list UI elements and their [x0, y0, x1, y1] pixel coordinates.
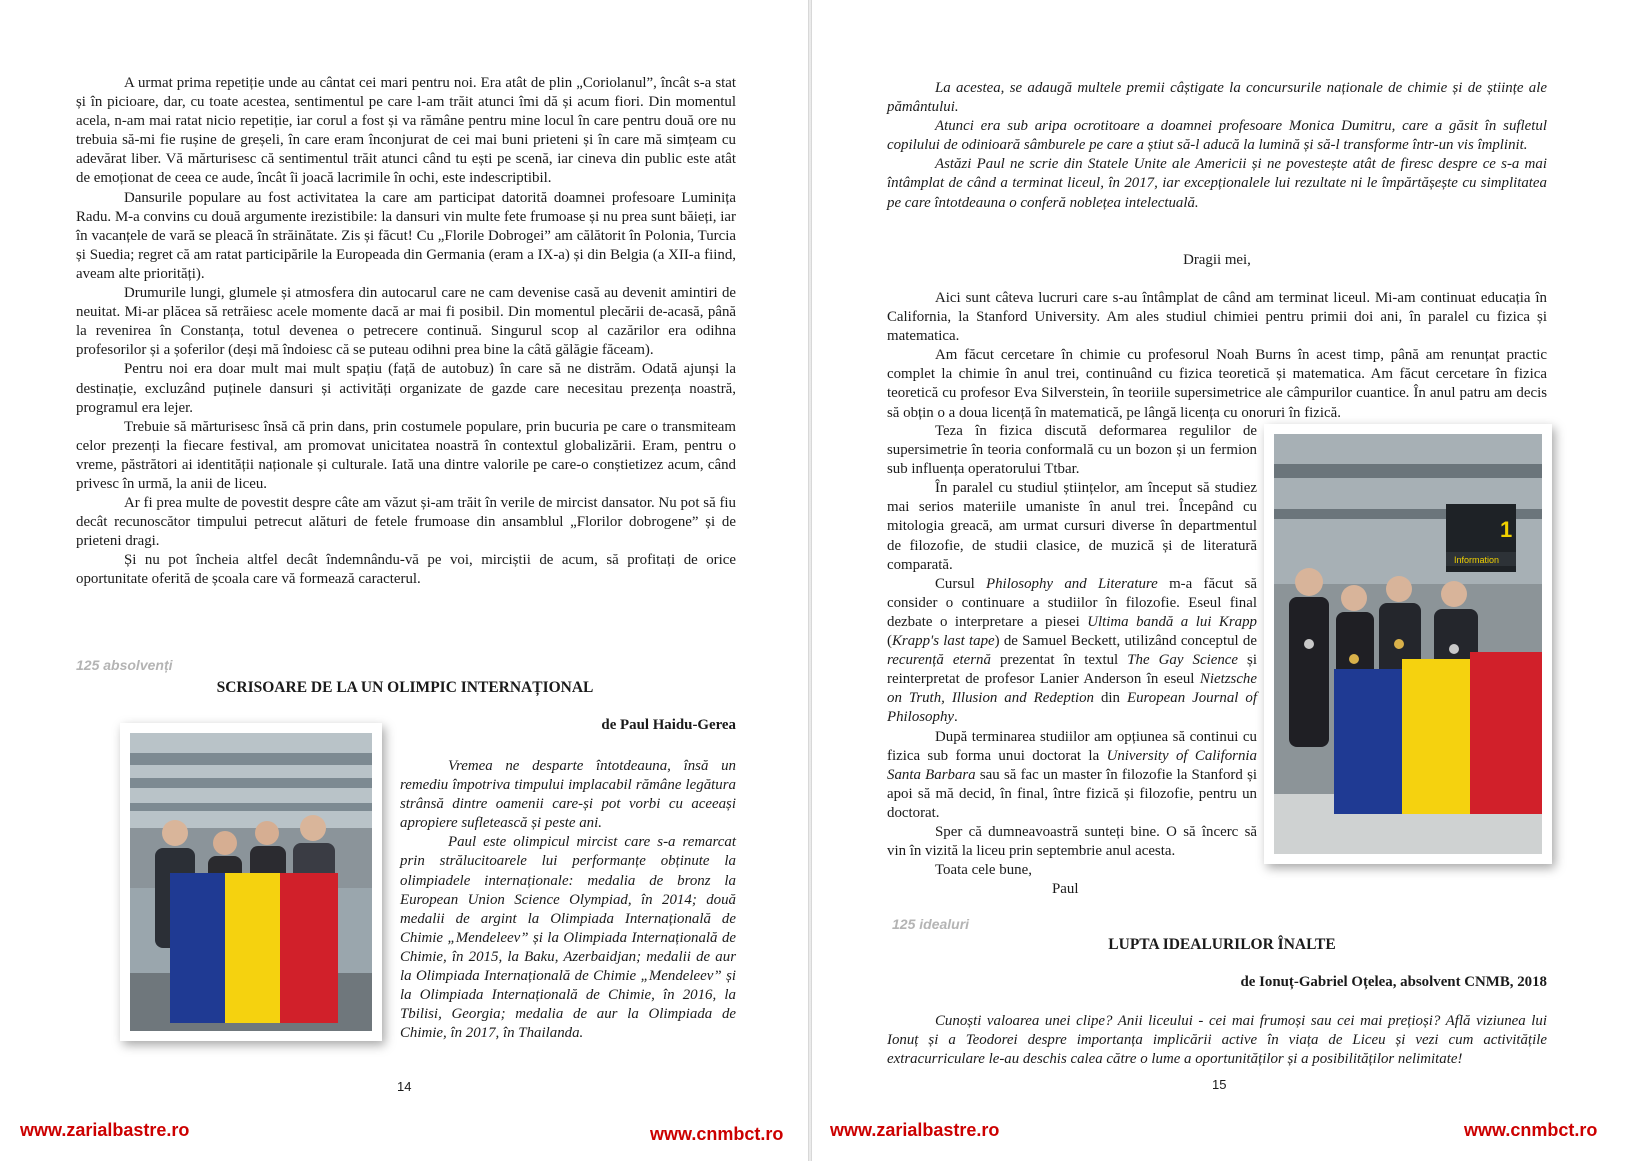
- paragraph: Drumurile lungi, glumele și atmosfera din autocarul care ne cam devenise casă au devenit amintiri de neuitat. Mi-ar plăcea să retrăiesc acele momente dacă ar mai fi posibil. Din momentul plecării de-acasă, până la revenirea în Constanța, totul devenea o petrecere continuă. Singurul scop al cazărilor era odihna profesorilor și a șoferilor (deși mă îndoiesc că se puteau odihni prea bine la câtă gălăgie făceam).: [76, 285, 736, 359]
- section-tag: 125 absolvenți: [76, 657, 173, 673]
- olympiad-team-photo-left: [120, 723, 382, 1041]
- paragraph: Și nu pot încheia altfel decât îndemnându-vă pe voi, mirciștii de acum, să profitați de orice oportunitate oferită de școala care vă formează caracterul.: [76, 552, 736, 588]
- page-number: 14: [397, 1079, 412, 1094]
- intro-paragraph: Paul este olimpicul mircist care s-a remarcat prin strălucitoarele lui performanțe obținute la olimpiadele internaționale: medalia de bronz la European Union Science Olympiad, în 2014; două medalii de argint la Olimpiada Internațională de Chimie „Mendeleev” și la Olimpiada Internațională de Chimie, în 2015, la Baku, Azerbaidjan; medalii de aur la Olimpiada Internațională de Chimie „Mendeleev” și la Olimpiada Internațională de Chimie, în 2016, la Tbilisi, Georgia; medalia de aur la Olimpiada de Chimie, în 2017, în Thailanda.: [400, 834, 736, 1042]
- article-title: LUPTA IDEALURILOR ÎNALTE: [1108, 936, 1336, 953]
- letter-paragraph: După terminarea studiilor am opțiunea să continui cu fizica sub forma unui doctorat la University of California Santa Barbara sau să fac un master în filozofie la Stanford și apoi să mă decid, în final, între fizică și filozofie, pentru un doctorat.: [887, 728, 1257, 821]
- letter-paragraph: În paralel cu studiul științelor, am început să studiez mai serios materiile umaniste în anul trei. Începând cu mitologia greacă, am urmat cursuri diverse în departmentul de filozofie, de studii clasice, de muzică și de literatură comparată.: [887, 480, 1257, 573]
- article-author: de Paul Haidu-Gerea: [601, 717, 736, 733]
- article-author: de Ionuț-Gabriel Oțelea, absolvent CNMB, 2018: [1240, 974, 1547, 990]
- letter-paragraph: Sper că dumneavoastră sunteți bine. O să încerc să vin în vizită la liceu prin septembrie anul acesta.: [887, 823, 1257, 860]
- intro-paragraph: Atunci era sub aripa ocrotitoare a doamnei profesoare Monica Dumitru, care a găsit în sufletul copilului de odinioară sâmburele pe care a știut să-l aducă la lumină și să-l transforme într-un vis împlinit.: [887, 118, 1547, 154]
- right-page: [812, 0, 1629, 1161]
- intro-paragraph: La acestea, se adaugă multele premii câștigate la concursurile naționale de chimie și de științe ale pământului.: [887, 80, 1547, 116]
- paragraph: Dansurile populare au fost activitatea la care am participat datorită doamnei profesoare Luminița Radu. M-a convins cu două argumente irezistibile: la dansuri vin multe fete frumoase și nu prea sunt băieți, iar în vacanțele de vară se pleacă în străinătate. Zis și făcut! Cu „Florile Dobrogei” am călătorit în Polonia, Turcia și Suedia; regret că am ratat participările la Europeada din Germania (eram a IX-a) și din Belgia (a XII-a fiind, aveam alte priorități).: [76, 189, 736, 282]
- letter-text-narrow: [887, 422, 1257, 899]
- right-intro-text: [887, 79, 1547, 213]
- left-page: [0, 0, 808, 1161]
- information-sign: Information: [1454, 555, 1500, 565]
- letter-paragraph: Cursul Philosophy and Literature m-a făcut să consider o continuare a studiilor în filozofie. Eseul final dezbate o interpretare a piesei Ultima bandă a lui Krapp (Krapp's last tape) de Samuel Beckett, utilizând conceptul de recurență eternă prezentat în textul The Gay Science și reinterpretat de profesor Lanier Anderson în eseul Nietzsche on Truth, Illusion and Redeption din European Journal of Philosophy.: [887, 575, 1258, 726]
- page-number: 15: [1212, 1077, 1227, 1092]
- article-lead: [887, 1012, 1547, 1069]
- paragraph: Ar fi prea multe de povestit despre câte am văzut și-am trăit în verile de mircist dansator. Nu pot să fiu decât recunoscător timpului petrecut alături de fetele frumoase din ansamblul „Florilor dobrogene” și de prieteni dragi.: [76, 495, 736, 550]
- letter-text-full-width: [887, 289, 1547, 423]
- article-title: SCRISOARE DE LA UN OLIMPIC INTERNAȚIONAL: [216, 679, 594, 696]
- letter-signature: Paul: [1052, 881, 1079, 898]
- team-with-flag-image: [1274, 434, 1542, 854]
- letter-paragraph: Am făcut cercetare în chimie cu profesorul Noah Burns în acest timp, până am renunțat practic complet la chimie în anul trei, continuând cu fizica teoretică și matematica. Am făcut cercetare în fizica teoretică cu profesor Eva Silverstein, în teoriile supersimetrice ale câmpurilor cuantice. În anul patru am decis să obțin o a doua licență în matematică, pe lângă licența cu onoruri în fizică.: [887, 347, 1547, 421]
- letter-closing: Toata cele bune,: [935, 862, 1032, 879]
- olympiad-team-photo-right: [1264, 424, 1552, 864]
- intro-paragraph: Vremea ne desparte întotdeauna, însă un remediu împotriva timpului implacabil rămâne legătura strânsă dintre oamenii care-și pot vorbi cu aceeași apropiere sufletească și peste ani.: [400, 758, 736, 832]
- footer-link-cnmbct[interactable]: www.cnmbct.ro: [1464, 1120, 1598, 1140]
- footer-link-cnmbct[interactable]: www.cnmbct.ro: [650, 1124, 784, 1144]
- section-tag: 125 idealuri: [892, 916, 970, 932]
- footer-link-zarialbastre[interactable]: www.zarialbastre.ro: [830, 1120, 1000, 1140]
- lead-paragraph: Cunoști valoarea unei clipe? Anii liceului - cei mai frumoși sau cei mai prețioși? Află viziunea lui Ionuț și a Teodorei despre importanța implicării active în viața de Liceu și vezi cum activitățile extracurriculare le-au deschis calea către o lume a oportunităților și a posibilităților nelimitate!: [887, 1013, 1547, 1068]
- intro-paragraph: Astăzi Paul ne scrie din Statele Unite ale Americii și ne povestește atât de firesc despre ce s-a mai întâmplat de când a terminat liceul, în 2017, iar excepționalele lui rezultate ni le împărtășește cu simplitatea pe care întotdeauna o conferă noblețea intelectuală.: [887, 156, 1547, 211]
- paragraph: Trebuie să mărturisesc însă că prin dans, prin costumele populare, prin bucuria pe care o transmiteam celor prezenți la fiecare festival, am promovat unicitatea noastră în contextul globalizării. Eram, pentru o vreme, păstrători ai identității naționale și culturale. Iată una dintre valorile pe care-o conștietizez acum, când privesc în urmă, la anii de liceu.: [76, 418, 736, 492]
- letter-paragraph: Aici sunt câteva lucruri care s-au întâmplat de când am terminat liceul. Mi-am continuat educația în California, la Stanford University. Am ales studiul chimiei pentru primii doi ani, în paralel cu fizica și matematica.: [887, 290, 1547, 345]
- left-body-text: [76, 74, 736, 590]
- letter-greeting: Dragii mei,: [1183, 252, 1251, 268]
- paragraph: Pentru noi era doar mult mai mult spațiu (față de autobuz) în care să ne distrăm. Odată ajunși la destinație, excluzând puținele dansuri și activități organizate de gazde care necesitau prezența noastră, programul era lejer.: [76, 361, 736, 416]
- team-with-flag-image: [130, 733, 372, 1031]
- sign-number: 1: [1500, 517, 1513, 542]
- left-intro-text: [400, 757, 736, 1043]
- footer-link-zarialbastre[interactable]: www.zarialbastre.ro: [20, 1120, 190, 1140]
- letter-paragraph: Teza în fizica discută deformarea regulilor de supersimetrie în teoria conformală cu un bozon și un fermion sub influența operatorului Ttbar.: [887, 423, 1257, 478]
- paragraph: A urmat prima repetiție unde au cântat cei mari pentru noi. Era atât de plin „Coriolanul”, încât s-a stat și în picioare, dar, cu toate acestea, sentimentul pe care l-am trăit atunci îmi dă și acum fiori. Din momentul acela, n-am mai ratat nicio repetiție, iar corul a fost și va rămâne pentru mine locul în care pentru două ore nu trebuia să-mi fie rușine de greșeli, în care eram înconjurat de cei mai buni prieteni și în care mă simțeam cu adevărat liber. Vă mărturisesc că sentimentul trăit atunci când tu ești pe scenă, iar cineva din public este atât de emoționat de ceea ce aude, încât îi joacă lacrimile în ochi, este indescriptibil.: [76, 75, 736, 187]
